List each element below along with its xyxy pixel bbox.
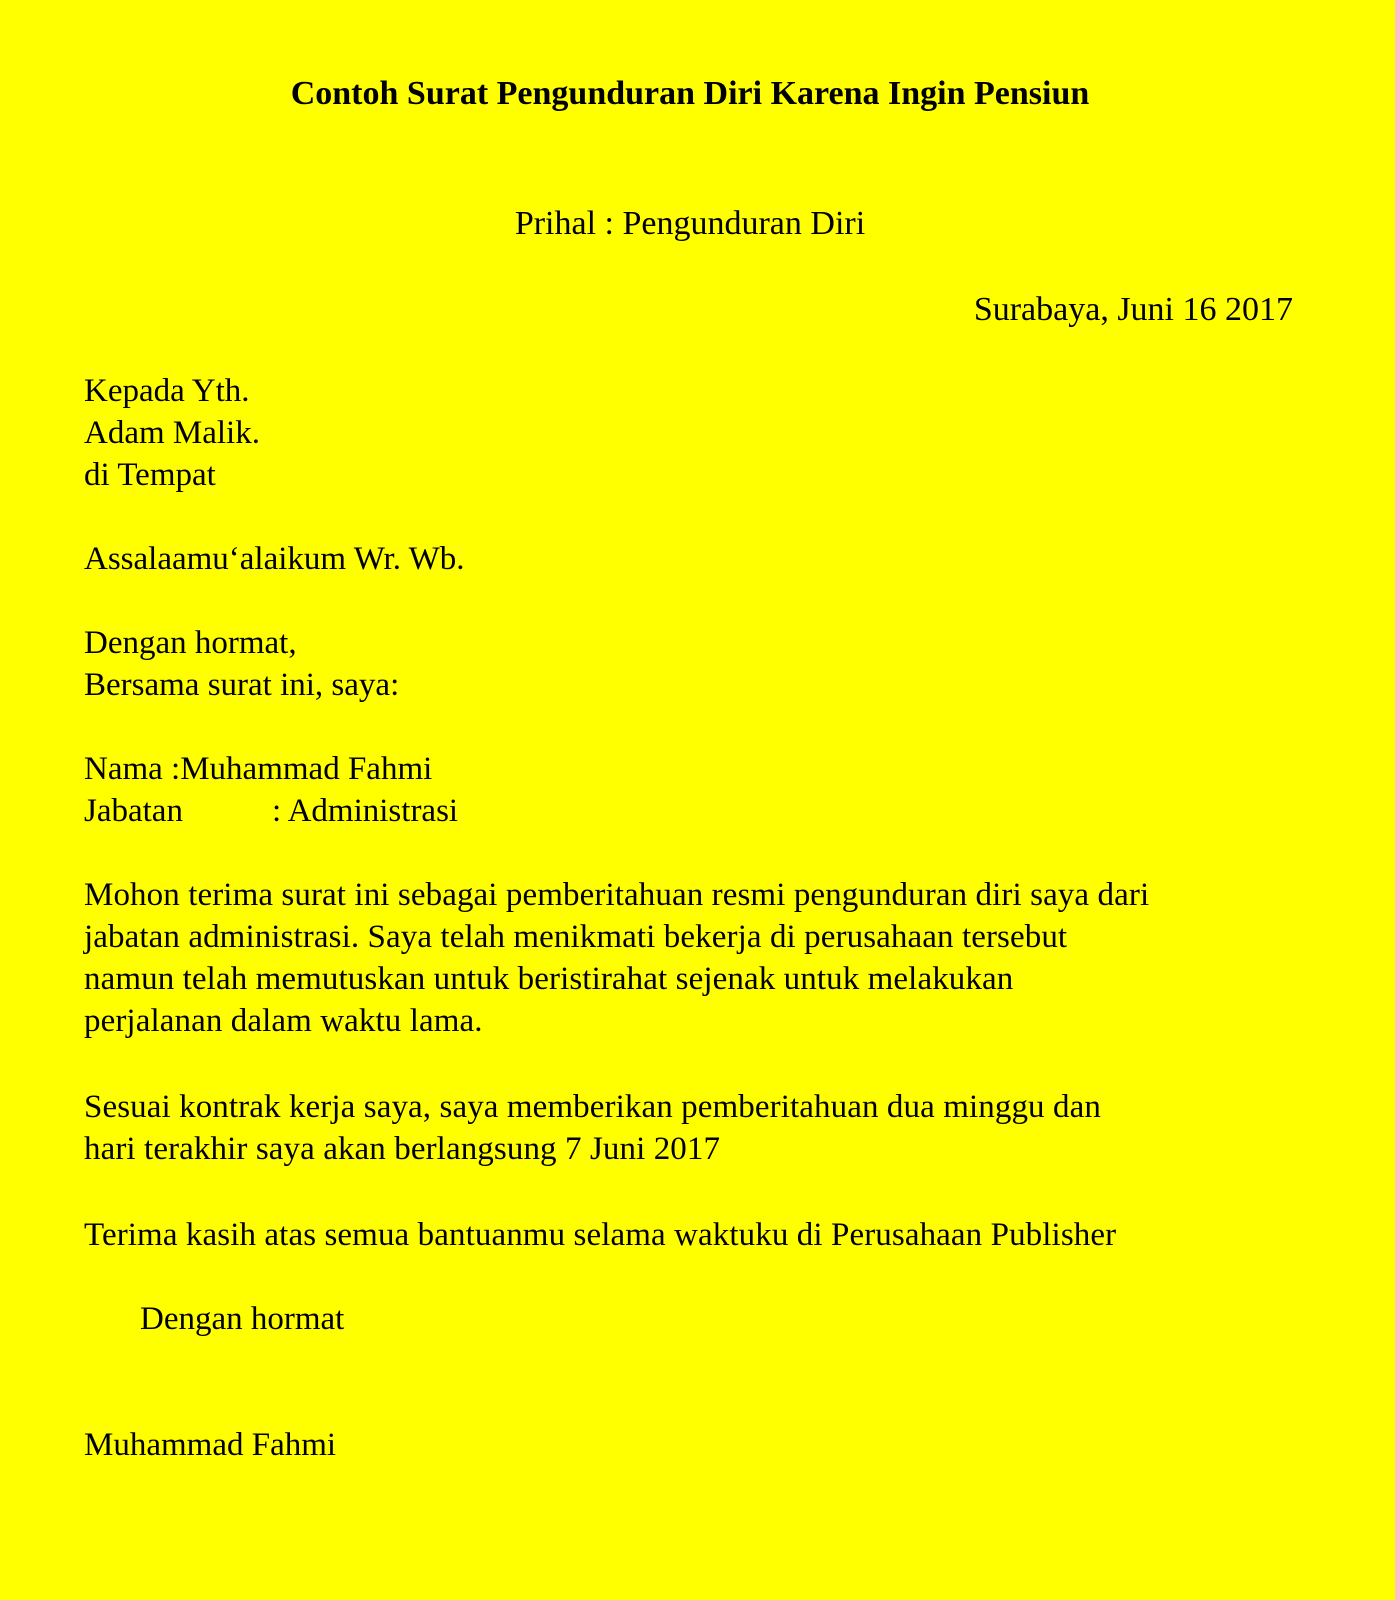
- paragraph-1: [84, 874, 1324, 1042]
- paragraph-1-line-1: Mohon terima surat ini sebagai pemberitahuan resmi pengunduran diri saya dari: [84, 877, 1150, 913]
- recipient-line-2: Adam Malik.: [84, 415, 260, 451]
- paragraph-1-line-2: jabatan administrasi. Saya telah menikmati bekerja di perusahaan tersebut: [84, 919, 1068, 955]
- paragraph-1-line-3: namun telah memutuskan untuk beristirahat sejenak untuk melakukan: [84, 961, 1014, 997]
- position-label: Jabatan: [84, 793, 183, 829]
- letter-date: Surabaya, Juni 16 2017: [973, 291, 1293, 328]
- paragraph-2-line-2: hari terakhir saya akan berlangsung 7 Juni 2017: [84, 1131, 721, 1167]
- name-label: Nama :: [84, 751, 181, 787]
- position-field-row: [84, 790, 1324, 832]
- opening-line-2: Bersama surat ini, saya:: [84, 667, 400, 703]
- paragraph-3-line-1: Terima kasih atas semua bantuanmu selama waktuku di Perusahaan Publisher: [84, 1217, 1117, 1253]
- name-value: Muhammad Fahmi: [180, 751, 433, 787]
- letter-subject: Prihal : Pengunduran Diri: [514, 205, 866, 242]
- signature-name: Muhammad Fahmi: [84, 1427, 337, 1463]
- opening-line-1: Dengan hormat,: [84, 625, 297, 661]
- opening-block: [84, 622, 1324, 706]
- name-field-row: [84, 748, 1324, 790]
- identity-fields: [84, 748, 1324, 832]
- greeting-block: [84, 538, 1324, 580]
- greeting-text: Assalaamu‘alaikum Wr. Wb.: [84, 541, 465, 577]
- position-value: : Administrasi: [272, 793, 459, 829]
- paragraph-3: [84, 1214, 1324, 1256]
- document-title: Contoh Surat Pengunduran Diri Karena Ingin Pensiun: [290, 75, 1090, 112]
- paragraph-2: [84, 1086, 1324, 1170]
- closing-salutation: Dengan hormat: [140, 1301, 345, 1337]
- recipient-line-3: di Tempat: [84, 457, 216, 493]
- recipient-line-1: Kepada Yth.: [84, 373, 250, 409]
- paragraph-2-line-1: Sesuai kontrak kerja saya, saya memberikan pemberitahuan dua minggu dan: [84, 1089, 1101, 1125]
- recipient-block: [84, 370, 1324, 496]
- paragraph-1-line-4: perjalanan dalam waktu lama.: [84, 1003, 483, 1039]
